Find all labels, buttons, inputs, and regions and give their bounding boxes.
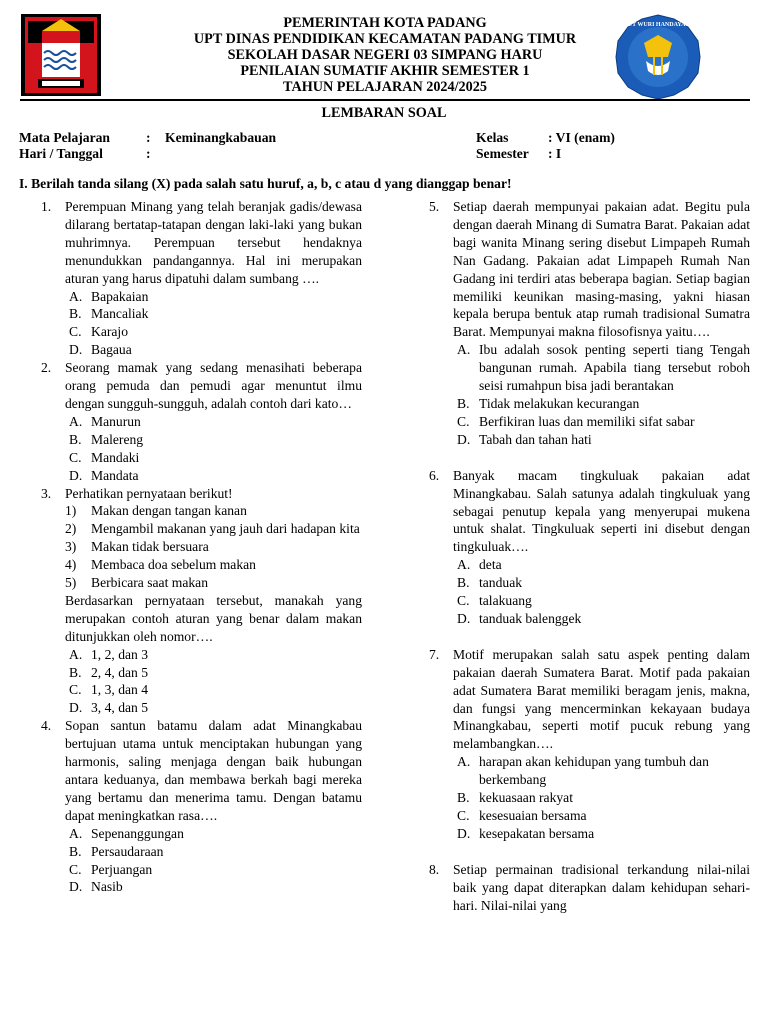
option-letter: D. [457,431,471,447]
right-logo-caption: TUT WURI HANDAYANI [623,22,693,28]
answer-option[interactable] [453,592,750,610]
statement-text: Makan tidak bersuara [91,539,209,555]
option-letter: B. [69,431,82,447]
option-text: Sepenanggungan [91,825,184,841]
option-text: Mandaki [91,449,140,465]
answer-option[interactable] [65,878,362,896]
option-letter: B. [69,664,82,680]
document-title: LEMBARAN SOAL [321,105,447,121]
statement-text: Berbicara saat makan [91,575,208,591]
option-text: Malereng [91,431,144,447]
statement-item [65,538,362,556]
option-text: 2, 4, dan 5 [91,664,149,680]
option-text: 1, 2, dan 3 [91,646,149,662]
answer-option[interactable] [65,413,362,431]
option-text: kekuasaan rakyat [479,790,573,806]
option-letter: B. [69,306,82,322]
answer-option[interactable] [65,843,362,861]
question-4 [19,717,362,896]
question-followup-text: Berdasarkan pernyataan tersebut, manakah yang merupakan contoh aturan yang benar dalam makan ditunjukkan oleh nomor…. [65,592,362,644]
option-letter: C. [69,861,82,877]
answer-option[interactable] [453,556,750,574]
header-line-3: SEKOLAH DASAR NEGERI 03 SIMPANG HARU [227,47,543,63]
answer-option[interactable] [65,323,362,341]
question-1 [19,198,362,359]
option-letter: A. [69,413,83,429]
option-text: kesesuaian bersama [479,808,587,823]
question-3 [19,485,362,718]
statement-number: 1) [65,503,77,519]
option-text: Bapakaian [91,288,149,304]
subject-value: Keminangkabauan [165,130,277,145]
statement-item [65,520,362,538]
option-text: Persaudaraan [91,843,164,859]
option-letter: A. [457,557,471,573]
answer-option[interactable] [65,861,362,879]
answer-option[interactable] [453,413,750,431]
answer-option[interactable] [65,431,362,449]
question-number: 5. [429,199,440,214]
option-letter: D. [69,342,83,358]
option-text: Mandata [91,467,139,483]
answer-option[interactable] [65,449,362,467]
answer-option[interactable] [453,610,750,628]
question-text: Seorang mamak yang sedang menasihati beberapa orang pemuda dan pemudi agar menuntut ilmu dengan sungguh-sungguh, adalah contoh dari kato… [65,360,362,411]
statement-number: 2) [65,521,77,537]
option-text: tanduak balenggek [479,610,582,626]
option-letter: D. [69,467,83,483]
option-letter: B. [457,790,470,806]
padang-city-logo-icon [20,13,102,97]
option-text: Tidak melakukan kecurangan [479,395,640,411]
statement-text: Makan dengan tangan kanan [91,503,247,519]
answer-option[interactable] [453,574,750,592]
class-value: : VI (enam) [548,130,615,145]
answer-option[interactable] [65,305,362,323]
right-question-column [407,198,750,915]
answer-option[interactable] [453,753,750,789]
option-letter: C. [69,449,82,465]
option-text: talakuang [479,593,532,609]
question-2 [19,359,362,484]
question-8 [407,861,750,915]
option-letter: A. [457,342,471,358]
subject-label: Mata Pelajaran [19,130,110,145]
header-line-2: UPT DINAS PENDIDIKAN KECAMATAN PADANG TIMUR [193,31,577,47]
question-text: Motif merupakan salah satu aspek penting dalam pakaian daerah Sumatera Barat. Motif pada pakaian adat Sumatera Barat memiliki beragam jenis, makna, dan fungsi yang mencerminkan kekayaan budaya Minangkabau, seperti motif pucuk rebung yang melambangkan…. [453,646,750,752]
statement-item [65,556,362,574]
answer-option[interactable] [65,288,362,306]
option-letter: B. [69,843,82,859]
question-text: Banyak macam tingkuluak pakaian adat Minangkabau. Salah satunya adalah tingkuluak yang sebagai penutup kepala yang menyerupai mukena untuk shalat. Tingkuluak seperti ini disebut dengan tingkuluak…. [453,467,750,555]
question-number: 1. [41,199,52,214]
header-line-1: PEMERINTAH KOTA PADANG [283,15,487,31]
question-number: 7. [429,646,440,662]
answer-option[interactable] [65,681,362,699]
option-letter: A. [457,754,471,770]
option-letter: C. [457,808,470,823]
header-line-5: TAHUN PELAJARAN 2024/2025 [283,79,487,95]
option-text: Bagaua [91,342,132,358]
answer-option[interactable] [65,699,362,717]
question-number: 8. [429,861,440,877]
option-letter: B. [457,575,470,591]
statement-text: Mengambil makanan yang jauh dari hadapan kita [91,521,360,537]
statement-number: 4) [65,557,77,573]
question-number: 2. [41,360,52,376]
option-letter: C. [69,682,82,698]
option-text: Manurun [91,413,141,429]
option-text: Mancaliak [91,306,149,322]
question-number: 6. [429,467,440,483]
answer-option[interactable] [65,467,362,485]
option-letter: A. [69,646,83,662]
option-text: Ibu adalah sosok penting seperti tiang Tengah bangunan rumah. Apabila tiang tersebut roboh seisi rumahpun bisa jadi berantakan [479,342,750,394]
subject-colon: : [146,130,151,145]
statement-number: 5) [65,575,77,591]
option-text: Karajo [91,324,128,340]
answer-option[interactable] [453,825,750,843]
option-text: Berfikiran luas dan memiliki sifat sabar [479,413,695,429]
option-letter: C. [457,593,470,609]
answer-option[interactable] [453,431,750,449]
option-letter: D. [457,825,471,841]
statement-number: 3) [65,539,77,555]
option-text: harapan akan kehidupan yang tumbuh dan berkembang [479,754,709,788]
answer-option[interactable] [453,395,750,413]
option-letter: D. [69,700,83,716]
option-letter: D. [457,610,471,626]
answer-option[interactable] [65,341,362,359]
date-colon: : [146,146,151,161]
statement-item [65,574,362,592]
answer-option[interactable] [65,825,362,843]
statement-text: Membaca doa sebelum makan [91,557,256,573]
option-letter: D. [69,879,83,895]
semester-value: : I [548,146,562,161]
answer-option[interactable] [453,789,750,807]
question-text: Perempuan Minang yang telah beranjak gadis/dewasa dilarang bertatap-tatapan dengan laki-laki yang bukan muhrimnya. Perempuan tersebut hendaknya menundukkan pandangannya. Hal ini merupakan aturan yang harus dipatuhi dalam sumbang …. [65,199,362,286]
question-text: Setiap daerah mempunyai pakaian adat. Begitu pula dengan daerah Minang di Sumatra Barat. Pakaian adat bagi wanita Minang sering disebut Limpapeh Rumah Nan Gadang. Pakaian adat Limpapeh Rumah Nan Gadang ini terdiri atas beberapa bagian. Setiap bagian memiliki keunikan masing-masing, yakni hiasan kepala berupa bentuk atap rumah tradisional Sumatra Barat. Mempunyai makna filosofisnya yaitu…. [453,199,750,340]
date-label: Hari / Tanggal [19,146,103,161]
option-letter: C. [457,413,470,429]
question-number: 4. [41,718,52,734]
option-letter: B. [457,395,470,411]
option-text: Perjuangan [91,861,153,877]
class-label: Kelas [476,130,509,145]
answer-option[interactable] [453,341,750,395]
statement-item [65,502,362,520]
section-instruction: I. Berilah tanda silang (X) pada salah satu huruf, a, b, c atau d yang dianggap benar! [19,176,512,191]
question-text: Setiap permainan tradisional terkandung nilai-nilai baik yang dapat diterapkan dalam kehidupan sehari-hari. Nilai-nilai yang [453,861,750,913]
question-6 [407,467,750,628]
option-text: 3, 4, dan 5 [91,700,149,716]
option-text: deta [479,557,502,573]
option-text: kesepakatan bersama [479,825,595,841]
header-divider [20,99,750,101]
question-text: Sopan santun batamu dalam adat Minangkabau bertujuan utama untuk menciptakan hubungan yang harmonis, saling menjaga dengan baik hubungan antara keduanya, dan membawa berkah bagi mereka yang bertamu dan menerima tamu. Dengan batamu dapat meningkatkan rasa…. [65,718,362,823]
semester-label: Semester [476,146,529,161]
question-5 [407,198,750,449]
option-letter: A. [69,288,83,304]
answer-option[interactable] [453,807,750,825]
left-question-column [19,198,362,896]
option-text: Nasib [91,879,123,895]
answer-option[interactable] [65,646,362,664]
option-text: tanduak [479,575,523,591]
header-line-4: PENILAIAN SUMATIF AKHIR SEMESTER 1 [240,63,530,79]
answer-option[interactable] [65,664,362,682]
question-number: 3. [41,485,52,501]
question-text: Perhatikan pernyataan berikut! [65,485,233,501]
option-text: Tabah dan tahan hati [479,431,592,447]
option-letter: A. [69,825,83,841]
option-letter: C. [69,324,82,340]
question-7 [407,646,750,843]
option-text: 1, 3, dan 4 [91,682,149,698]
